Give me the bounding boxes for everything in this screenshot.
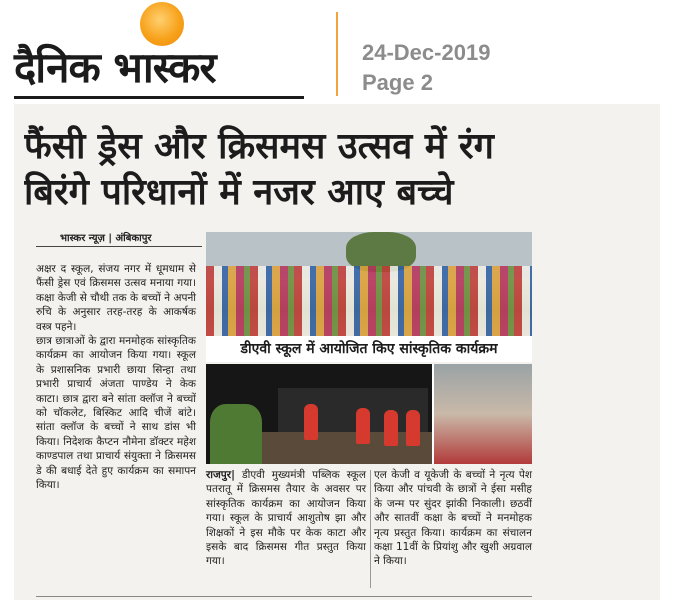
article-column-right — [374, 468, 532, 569]
bottom-rule — [36, 596, 532, 597]
column-divider — [370, 470, 371, 588]
page-number: Page 2 — [362, 70, 433, 95]
newspaper-logo: दैनिक भास्कर — [14, 43, 216, 92]
photo-caption: डीएवी स्कूल में आयोजित किए सांस्कृतिक कार्यक्रम — [206, 336, 532, 362]
article-byline: भास्कर न्यूज़ | अंबिकापुर — [60, 233, 152, 244]
christmas-tree-icon — [210, 404, 262, 464]
photo-children-row — [206, 266, 532, 336]
edition-date: 24-Dec-2019 — [362, 40, 491, 65]
headline-line-2: बिरंगे परिधानों में नजर आए बच्चे — [24, 172, 454, 213]
inset-photo — [432, 364, 532, 464]
article-column-left — [36, 262, 196, 493]
headline-line-1: फैंसी ड्रेस और क्रिसमस उत्सव में रंग — [24, 126, 494, 167]
article-column-middle — [206, 468, 366, 569]
byline-rule — [36, 246, 202, 247]
paragraph: डीएवी मुख्यमंत्री पब्लिक स्कूल पतरातू में क्रिसमस तैयार के अवसर पर सांस्कृतिक कार्यक्रम का आयोजन किया गया। स्कूल के प्राचार्य आशुतोष झा और शिक्षकों ने इस मौके पर केक काटा और इसके बाद क्रिसमस गीत प्रस्तुत किया गया। — [206, 469, 366, 568]
group-photo — [206, 232, 532, 336]
dateline: राजपुर| — [206, 469, 235, 481]
masthead-divider — [336, 12, 338, 96]
article-headline — [24, 124, 644, 216]
santa-figure — [304, 404, 318, 440]
santa-figure — [356, 408, 370, 444]
santa-figure — [384, 410, 398, 446]
paragraph: छात्र छात्राओं के द्वारा मनमोहक सांस्कृतिक कार्यक्रम का आयोजन किया गया। स्कूल के प्रशासनिक प्रभारी छाया सिन्हा तथा प्रभारी प्राचार्य अंजता पाण्डेय ने केक काटा। छात्र द्वारा बने सांता क्लॉज ने बच्चों को चॉकलेट, बिस्किट आदि चीजें बांटे। सांता क्लॉज के बच्चों ने साथ डांस भी किया। निदेशक कैप्टन नौमेना डॉक्टर महेश काण्डपाल तथा प्राचार्य संयुक्ता ने क्रिसमस डे की बधाई देते हुए कार्यक्रम का समापन किया। — [36, 335, 196, 492]
paragraph: एल केजी व यूकेजी के बच्चों ने नृत्य पेश किया और पांचवी के छात्रों ने ईसा मसीह के जन्म पर सुंदर झांकी निकाली। छठवीं और सातवीं कक्षा के बच्चों ने मनमोहक नृत्य प्रस्तुत किया। कार्यक्रम का संचालन कक्षा 11वीं के प्रियांशु और खुशी अग्रवाल ने किया। — [374, 469, 532, 568]
stage-photo — [206, 364, 532, 464]
santa-figure — [406, 410, 420, 446]
paragraph: अक्षर द स्कूल, संजय नगर में धूमधाम से फैंसी ड्रेस एवं क्रिसमस उत्सव मनाया गया। कक्षा केजी से चौथी तक के बच्चों ने अपनी रुचि के अनुसार तरह-तरह के आकर्षक वस्त्र पहने। — [36, 263, 196, 333]
logo-underline — [14, 96, 304, 99]
